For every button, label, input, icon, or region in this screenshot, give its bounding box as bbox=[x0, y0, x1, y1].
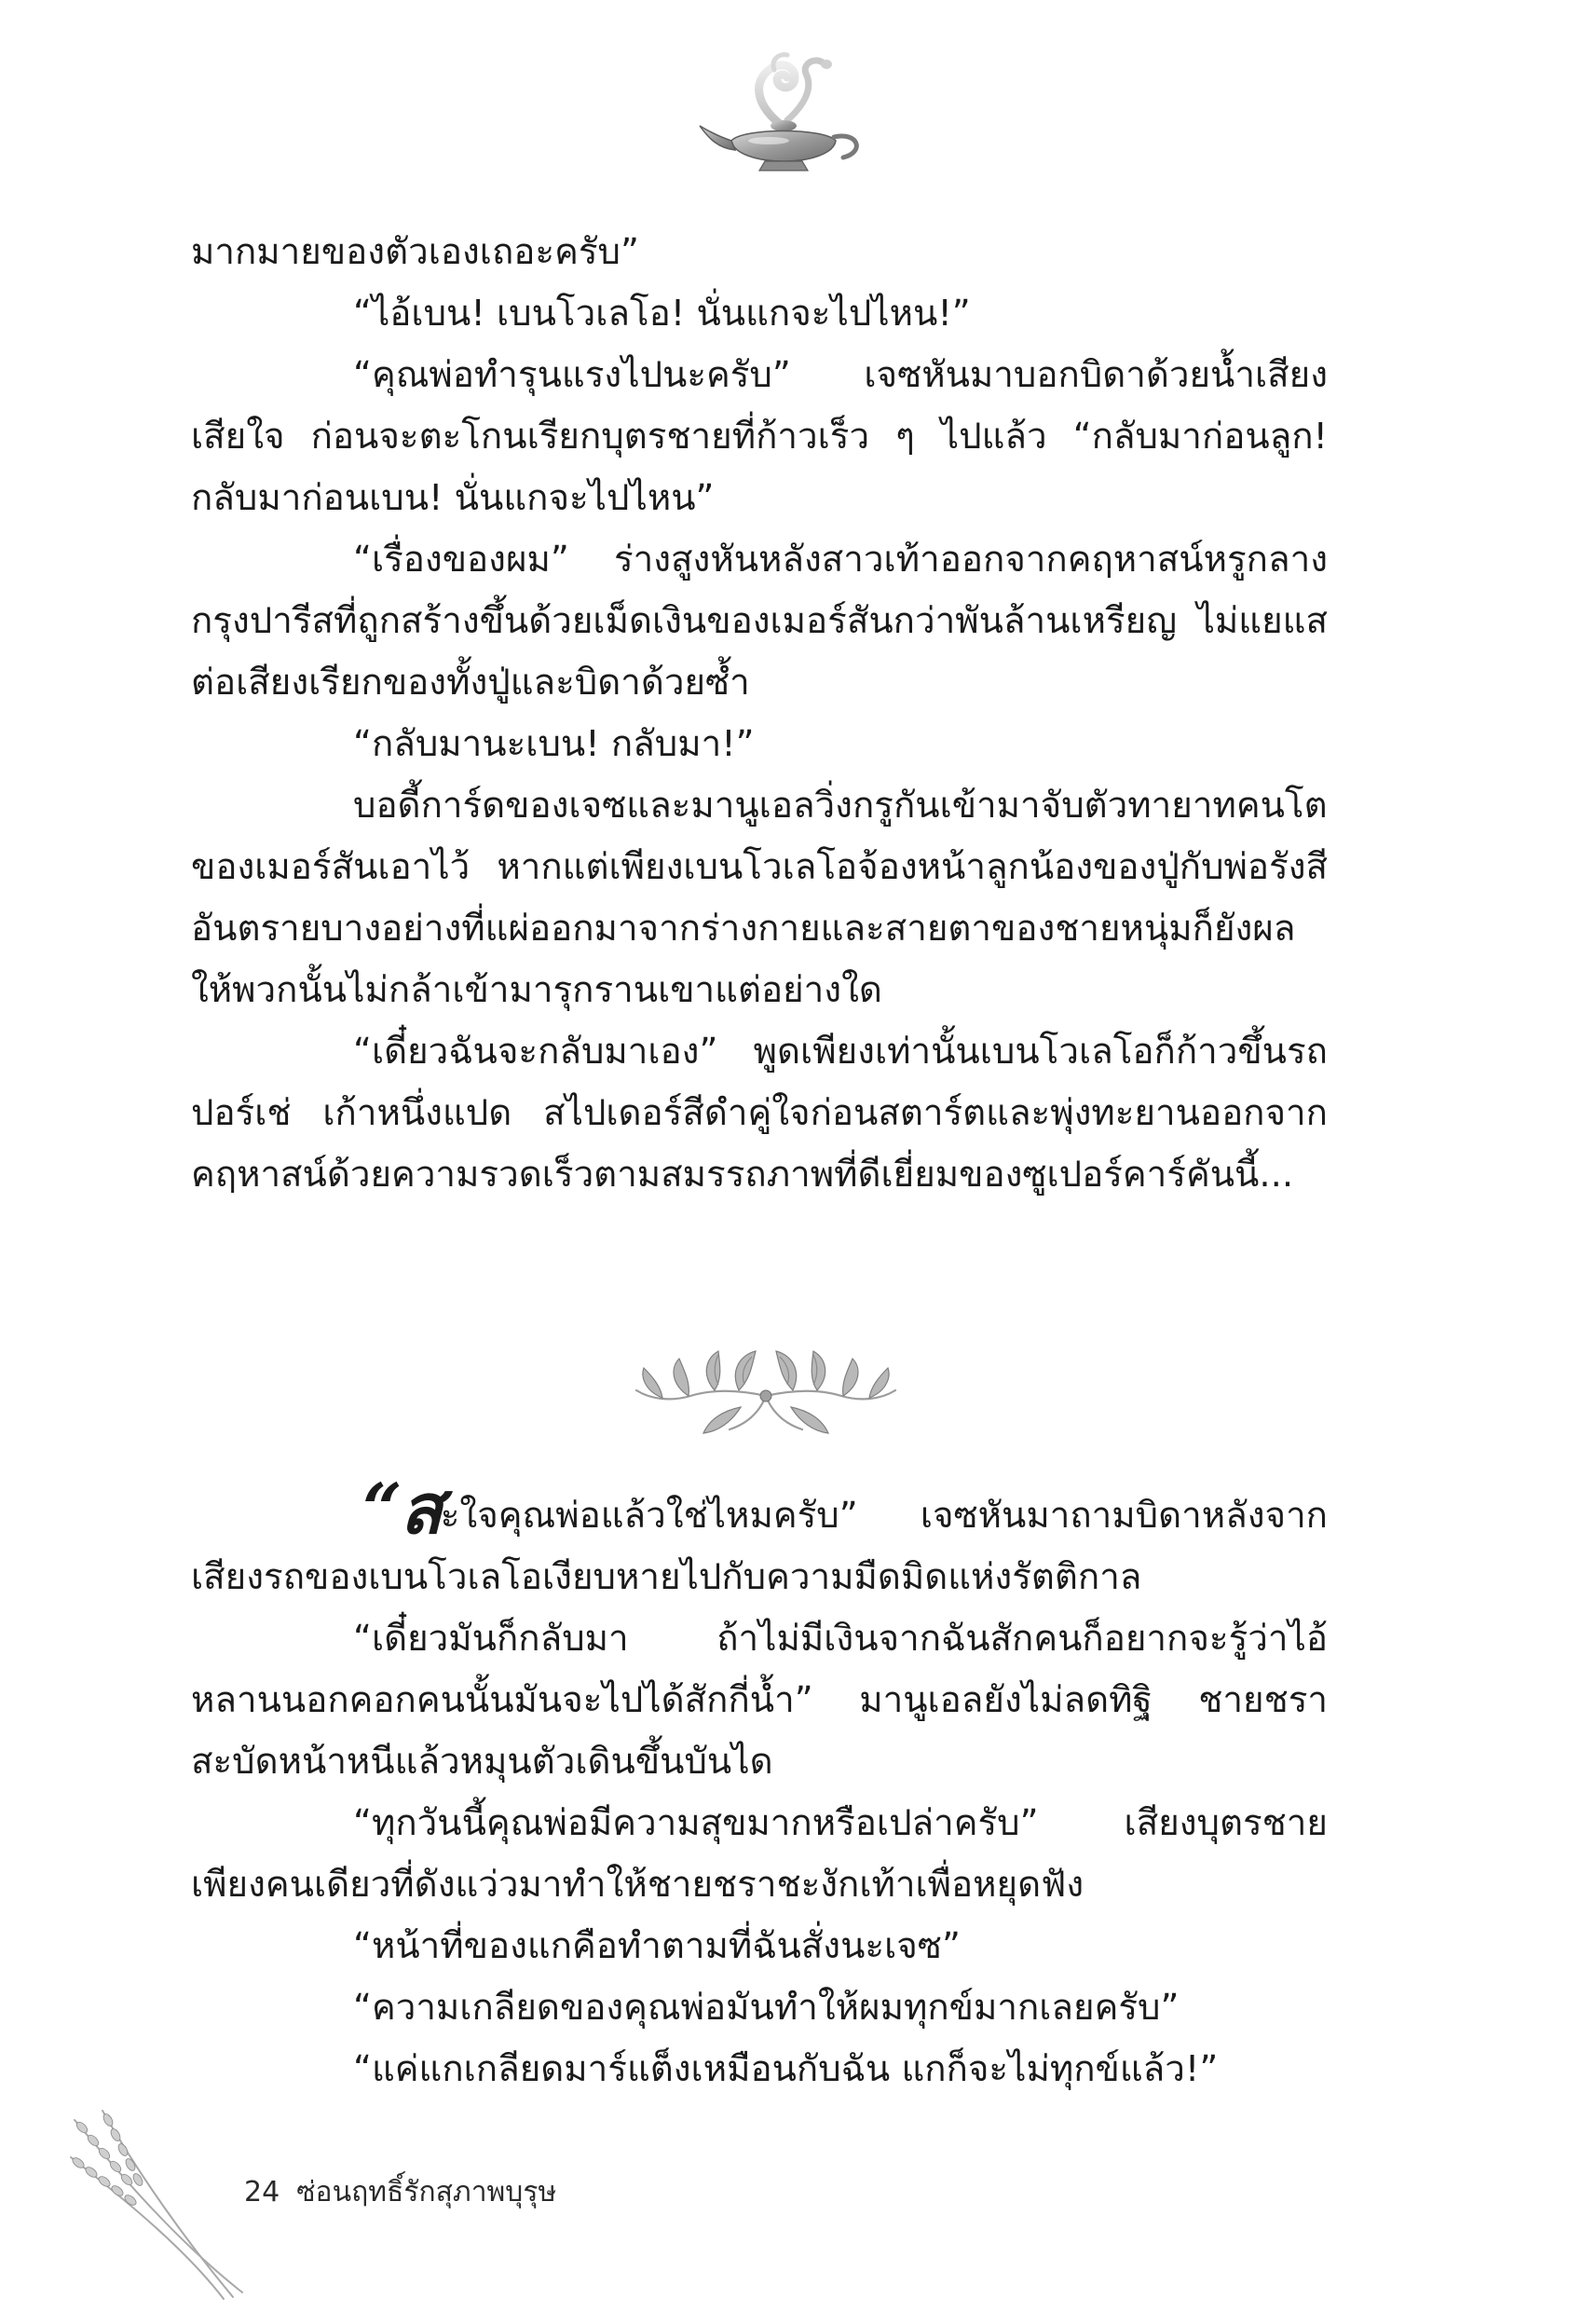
drop-cap-continuation: ะใจคุณพ่อแล้วใช่ไหมครับ” เจซหันมาถามบิดาหลังจากเสียงรถของเบนโวเลโอเงียบหายไปกับความมืดมิดแห่งรัตติกาล bbox=[191, 1495, 1328, 1598]
paragraph: “ความเกลียดของคุณพ่อมันทำให้ผมทุกข์มากเลยครับ” bbox=[353, 1987, 1180, 2029]
paragraph: “หน้าที่ของแกคือทำตามที่ฉันสั่งนะเจซ” bbox=[353, 1925, 961, 1967]
folio bbox=[244, 2174, 556, 2211]
body-text-upper bbox=[191, 222, 1328, 1206]
paragraph: “คุณพ่อทำรุนแรงไปนะครับ” เจซหันมาบอกบิดาด้วยน้ำเสียงเสียใจ ก่อนจะตะโกนเรียกบุตรชายที่ก้าวเร็ว ๆ ไปแล้ว “กลับมาก่อนลูก! กลับมาก่อนเบน! นั่นแกจะไปไหน” bbox=[191, 354, 1328, 519]
lavender-sprig-icon bbox=[65, 2101, 261, 2302]
drop-cap: “ส bbox=[362, 1470, 441, 1550]
paragraph: “กลับมานะเบน! กลับมา!” bbox=[353, 723, 755, 765]
paragraph: บอดี้การ์ดของเจซและมานูเอลวิ่งกรูกันเข้ามาจับตัวทายาทคนโตของเมอร์สันเอาไว้ หากแต่เพียงเบนโวเลโอจ้องหน้าลูกน้องของปู่กับพ่อรังสีอันตรายบางอย่างที่แผ่ออกมาจากร่างกายและสายตาของชายหนุ่มก็ยังผลให้พวกนั้นไม่กล้าเข้ามารุกรานเขาแต่อย่างใด bbox=[191, 785, 1328, 1011]
paragraph: “เดี๋ยวมันก็กลับมา ถ้าไม่มีเงินจากฉันสักคนก็อยากจะรู้ว่าไอ้หลานนอกคอกคนนั้นมันจะไปได้สักกี่น้ำ” มานูเอลยังไม่ลดทิฐิ ชายชราสะบัดหน้าหนีแล้วหมุนตัวเดินขึ้นบันได bbox=[191, 1618, 1328, 1783]
body-text-lower bbox=[191, 1470, 1328, 2100]
paragraph: “เดี๋ยวฉันจะกลับมาเอง” พูดเพียงเท่านั้นเบนโวเลโอก็ก้าวขึ้นรถปอร์เช่ เก้าหนึ่งแปด สไปเดอร์สีดำคู่ใจก่อนสตาร์ตและพุ่งทะยานออกจากคฤหาสน์ด้วยความรวดเร็วตามสมรรถภาพที่ดีเยี่ยมของซูเปอร์คาร์คันนี้... bbox=[191, 1031, 1328, 1196]
paragraph: “ทุกวันนี้คุณพ่อมีความสุขมากหรือเปล่าครับ” เสียงบุตรชายเพียงคนเดียวที่ดังแว่วมาทำให้ชายชราชะงักเท้าเพื่อหยุดฟัง bbox=[191, 1802, 1328, 1906]
paragraph: มากมายของตัวเองเถอะครับ” bbox=[191, 231, 639, 273]
book-title: ซ่อนฤทธิ์รักสุภาพบุรุษ bbox=[296, 2176, 557, 2208]
chapter-opening-paragraph bbox=[191, 1470, 1328, 1608]
page-number: 24 bbox=[244, 2176, 280, 2208]
paragraph: “ไอ้เบน! เบนโวเลโอ! นั่นแกจะไปไหน!” bbox=[353, 293, 971, 335]
paragraph: “เรื่องของผม” ร่างสูงหันหลังสาวเท้าออกจากคฤหาสน์หรูกลางกรุงปารีสที่ถูกสร้างขึ้นด้วยเม็ดเงินของเมอร์สันกว่าพันล้านเหรียญ ไม่แยแสต่อเสียงเรียกของทั้งปู่และบิดาด้วยซ้ำ bbox=[191, 539, 1328, 704]
genie-lamp-icon bbox=[694, 51, 871, 177]
paragraph: “แค่แกเกลียดมาร์แต็งเหมือนกับฉัน แกก็จะไม่ทุกข์แล้ว!” bbox=[353, 2048, 1219, 2090]
floral-scroll-icon bbox=[629, 1342, 904, 1444]
page-footer bbox=[0, 2101, 1596, 2311]
